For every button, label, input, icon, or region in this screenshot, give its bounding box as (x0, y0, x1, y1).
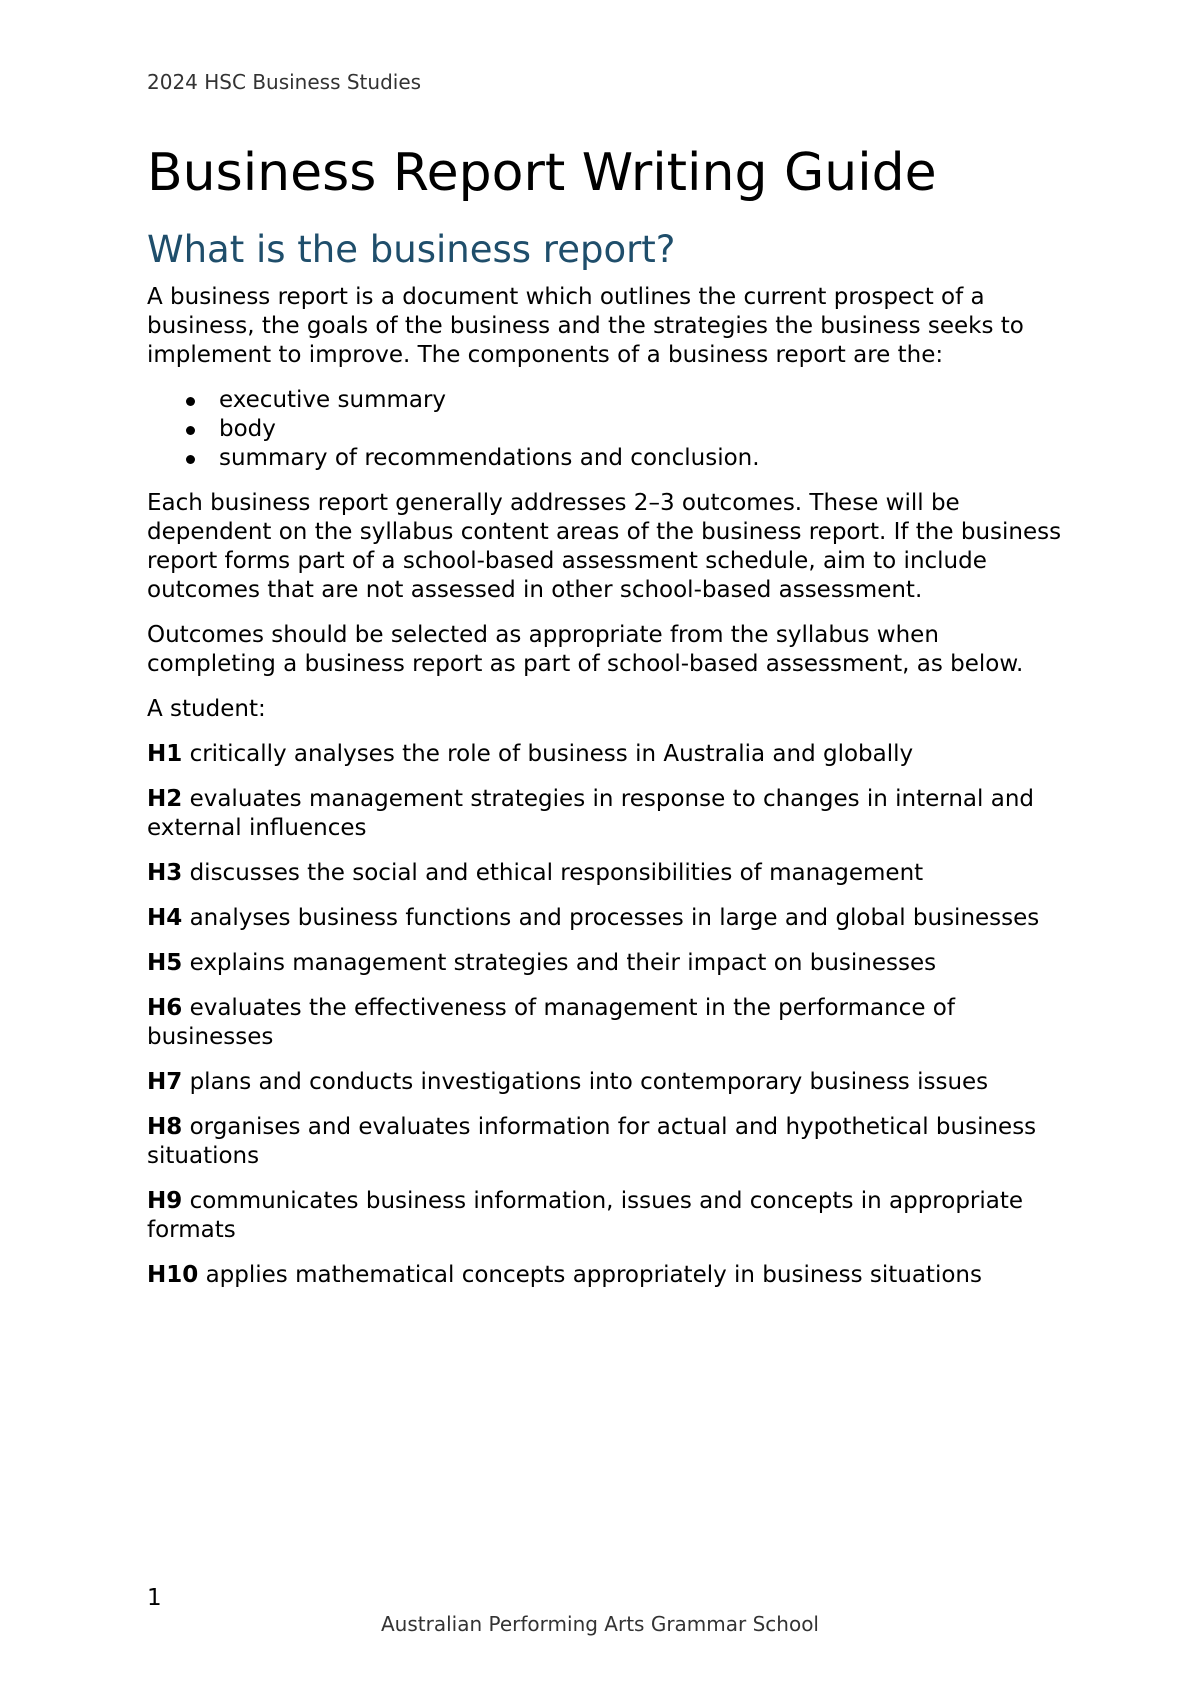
outcome-h4 (147, 904, 1067, 933)
outcome-h10 (147, 1261, 1067, 1290)
list-item (147, 386, 1067, 415)
outcome-code: H1 (147, 740, 183, 767)
list-item-text: summary of recommendations and conclusion. (219, 444, 760, 471)
list-item (147, 444, 1067, 473)
section-heading: What is the business report? (147, 228, 676, 272)
page-header: 2024 HSC Business Studies (147, 70, 422, 94)
outcome-text: applies mathematical concepts appropriately in business situations (205, 1261, 982, 1288)
page-number: 1 (147, 1585, 162, 1611)
outcome-text: discusses the social and ethical responsibilities of management (189, 859, 924, 886)
outcome-h7 (147, 1068, 1067, 1097)
outcome-text: communicates business information, issues and concepts in appropriate formats (147, 1187, 1024, 1243)
outcome-code: H5 (147, 949, 183, 976)
outcome-h3 (147, 859, 1067, 888)
intro-paragraph: A business report is a document which outlines the current prospect of a business, the goals of the business and the strategies the business seeks to implement to improve. The components of a business report are the: (147, 283, 1024, 368)
outcome-code: H7 (147, 1068, 183, 1095)
outcome-text: evaluates the effectiveness of management in the performance of businesses (147, 994, 955, 1050)
list-item-text: body (219, 415, 276, 442)
document-title: Business Report Writing Guide (147, 143, 937, 203)
outcome-h1 (147, 740, 1067, 769)
outcome-code: H6 (147, 994, 183, 1021)
outcome-h2 (147, 785, 1067, 843)
list-item (147, 415, 1067, 444)
outcome-text: organises and evaluates information for actual and hypothetical business situations (147, 1113, 1037, 1169)
selection-paragraph: Outcomes should be selected as appropriate from the syllabus when completing a business report as part of school-based assessment, as below. (147, 621, 1024, 677)
outcome-code: H9 (147, 1187, 183, 1214)
outcome-code: H2 (147, 785, 183, 812)
outcome-h8 (147, 1113, 1067, 1171)
document-body (147, 142, 1067, 1306)
outcome-code: H3 (147, 859, 183, 886)
outcome-text: evaluates management strategies in response to changes in internal and external influences (147, 785, 1034, 841)
outcome-code: H8 (147, 1113, 183, 1140)
bullet-icon (186, 397, 195, 406)
bullet-icon (186, 455, 195, 464)
outcome-h5 (147, 949, 1067, 978)
student-lead: A student: (147, 695, 266, 722)
page-footer: Australian Performing Arts Grammar School (381, 1612, 819, 1636)
outcome-code: H4 (147, 904, 183, 931)
outcome-text: plans and conducts investigations into contemporary business issues (189, 1068, 989, 1095)
bullet-icon (186, 426, 195, 435)
outcome-code: H10 (147, 1261, 199, 1288)
outcome-text: critically analyses the role of business in Australia and globally (189, 740, 914, 767)
components-list (147, 386, 1067, 473)
outcome-text: analyses business functions and processes in large and global businesses (189, 904, 1040, 931)
list-item-text: executive summary (219, 386, 447, 413)
outcome-h9 (147, 1187, 1067, 1245)
outcome-h6 (147, 994, 1067, 1052)
outcome-text: explains management strategies and their impact on businesses (189, 949, 937, 976)
outcomes-paragraph: Each business report generally addresses 2–3 outcomes. These will be dependent on the syllabus content areas of the business report. If the business report forms part of a school-based assessment schedule, aim to include outcomes that are not assessed in other school-based assessment. (147, 489, 1062, 603)
